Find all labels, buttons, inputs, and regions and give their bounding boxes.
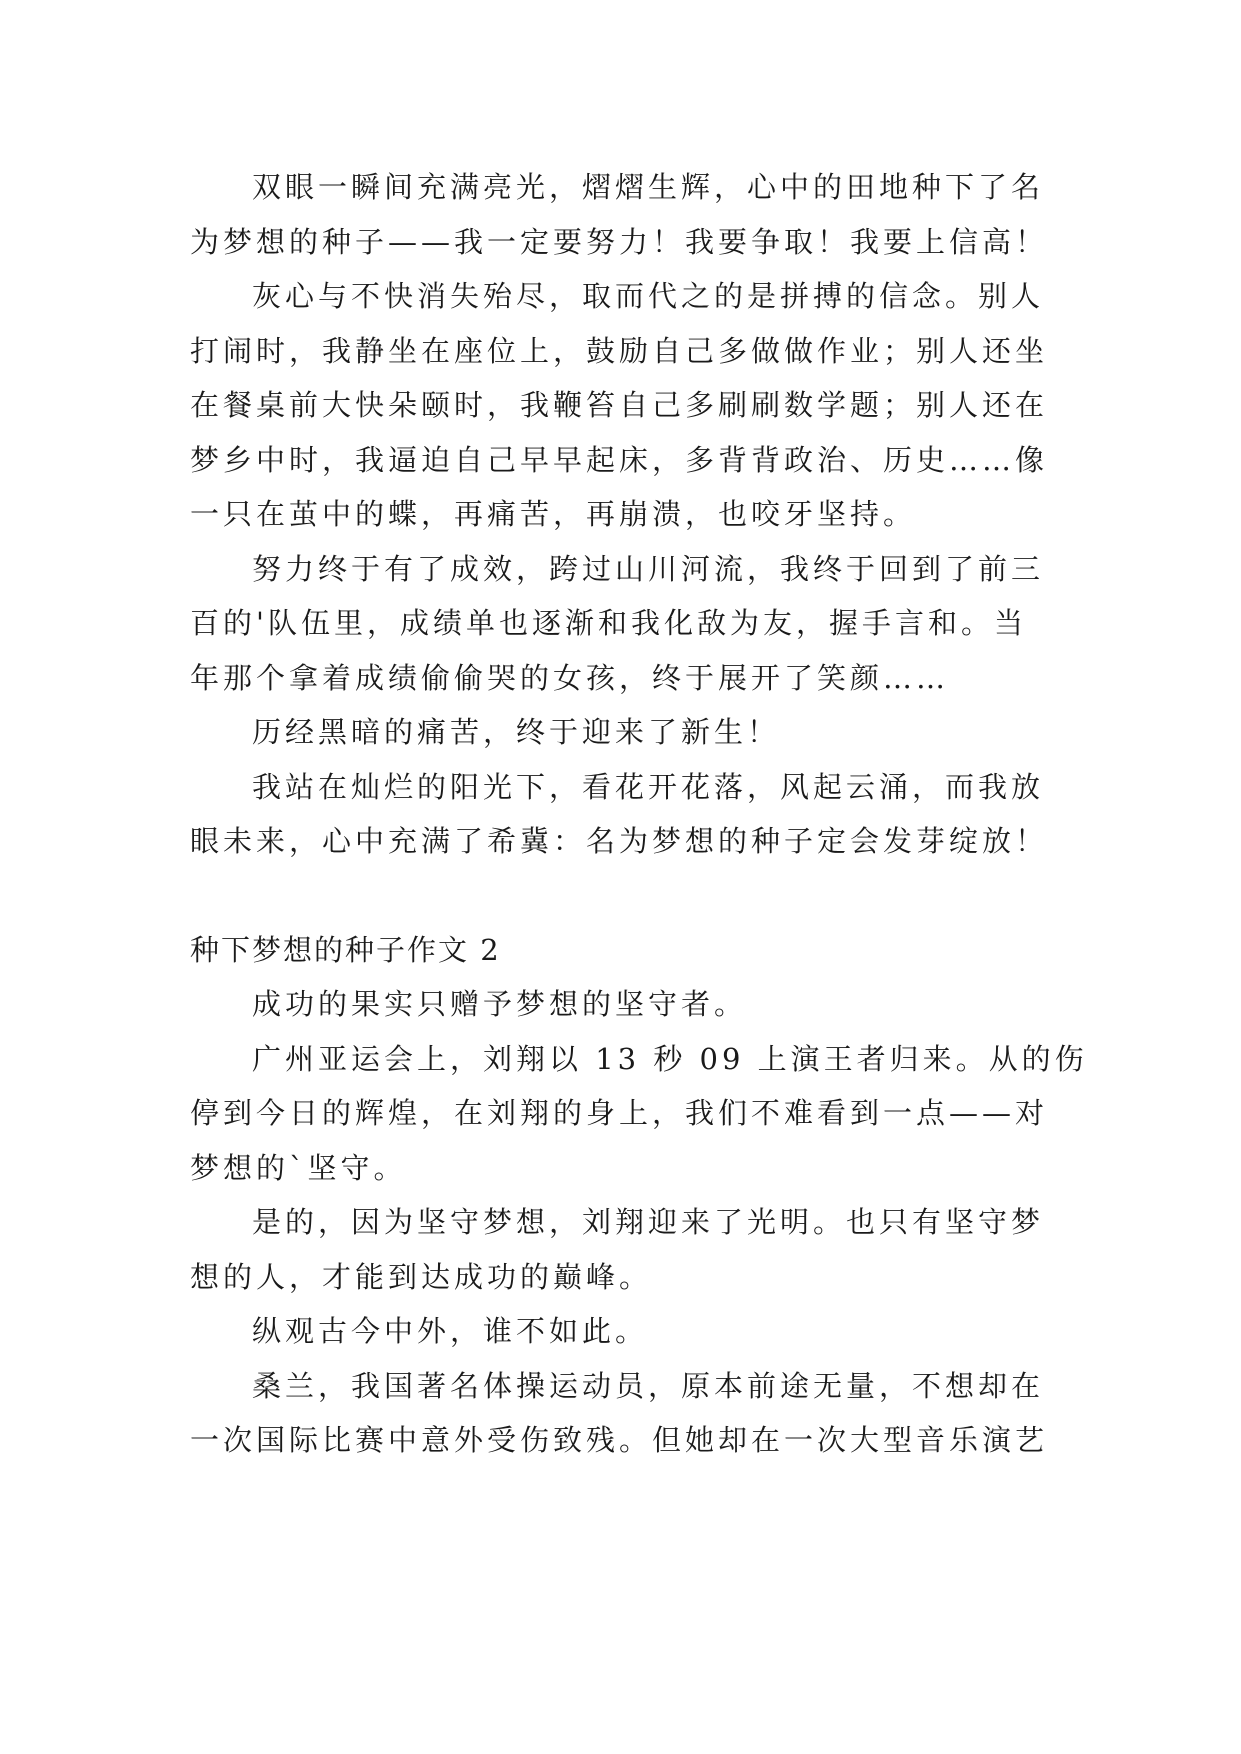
paragraph-line: 纵观古今中外，谁不如此。 [252,1314,649,1348]
paragraph-line: 眼未来，心中充满了希冀：名为梦想的种子定会发芽绽放！ [190,824,1049,858]
paragraph-line: 一只在茧中的蝶，再痛苦，再崩溃，也咬牙坚持。 [190,497,917,531]
section-heading: 种下梦想的种子作文 2 [190,932,501,967]
paragraph-line: 桑兰，我国著名体操运动员，原本前途无量，不想却在 [252,1368,1045,1403]
paragraph-line: 停到今日的辉煌，在刘翔的身上，我们不难看到一点——对 [190,1096,1049,1130]
paragraph-line: 双眼一瞬间充满亮光，熠熠生辉，心中的田地种下了名 [252,170,1045,204]
paragraph-line: 我站在灿烂的阳光下，看花开花落，风起云涌，而我放 [252,769,1045,804]
paragraph-line: 灰心与不快消失殆尽，取而代之的是拼搏的信念。别人 [252,279,1045,313]
paragraph-line: 努力终于有了成效，跨过山川河流，我终于回到了前三 [252,551,1045,586]
paragraph-line: 在餐桌前大快朵颐时，我鞭笞自己多刷刷数学题；别人还在 [190,388,1049,422]
paragraph-line: 广州亚运会上，刘翔以 13 秒 09 上演王者归来。从的伤 [252,1041,1088,1076]
paragraph-line: 想的人，才能到达成功的巅峰。 [190,1259,653,1294]
paragraph-line: 历经黑暗的痛苦，终于迎来了新生！ [252,715,781,749]
paragraph-line: 百的'队伍里，成绩单也逐渐和我化敌为友，握手言和。当 [190,606,1027,640]
paragraph-line: 一次国际比赛中意外受伤致残。但她却在一次大型音乐演艺 [190,1423,1049,1457]
document-body [190,160,1088,1468]
paragraph-line: 梦乡中时，我逼迫自己早早起床，多背背政治、历史……像 [190,442,1049,477]
paragraph-line: 打闹时，我静坐在座位上，鼓励自己多做做作业；别人还坐 [190,333,1049,368]
paragraph-line: 为梦想的种子——我一定要努力！我要争取！我要上信高！ [190,224,1049,259]
paragraph-line: 是的，因为坚守梦想，刘翔迎来了光明。也只有坚守梦 [252,1205,1045,1239]
paragraph-line: 成功的果实只赠予梦想的坚守者。 [252,987,748,1021]
paragraph-line: 梦想的`坚守。 [190,1150,407,1185]
paragraph-line: 年那个拿着成绩偷偷哭的女孩，终于展开了笑颜…… [190,660,950,695]
